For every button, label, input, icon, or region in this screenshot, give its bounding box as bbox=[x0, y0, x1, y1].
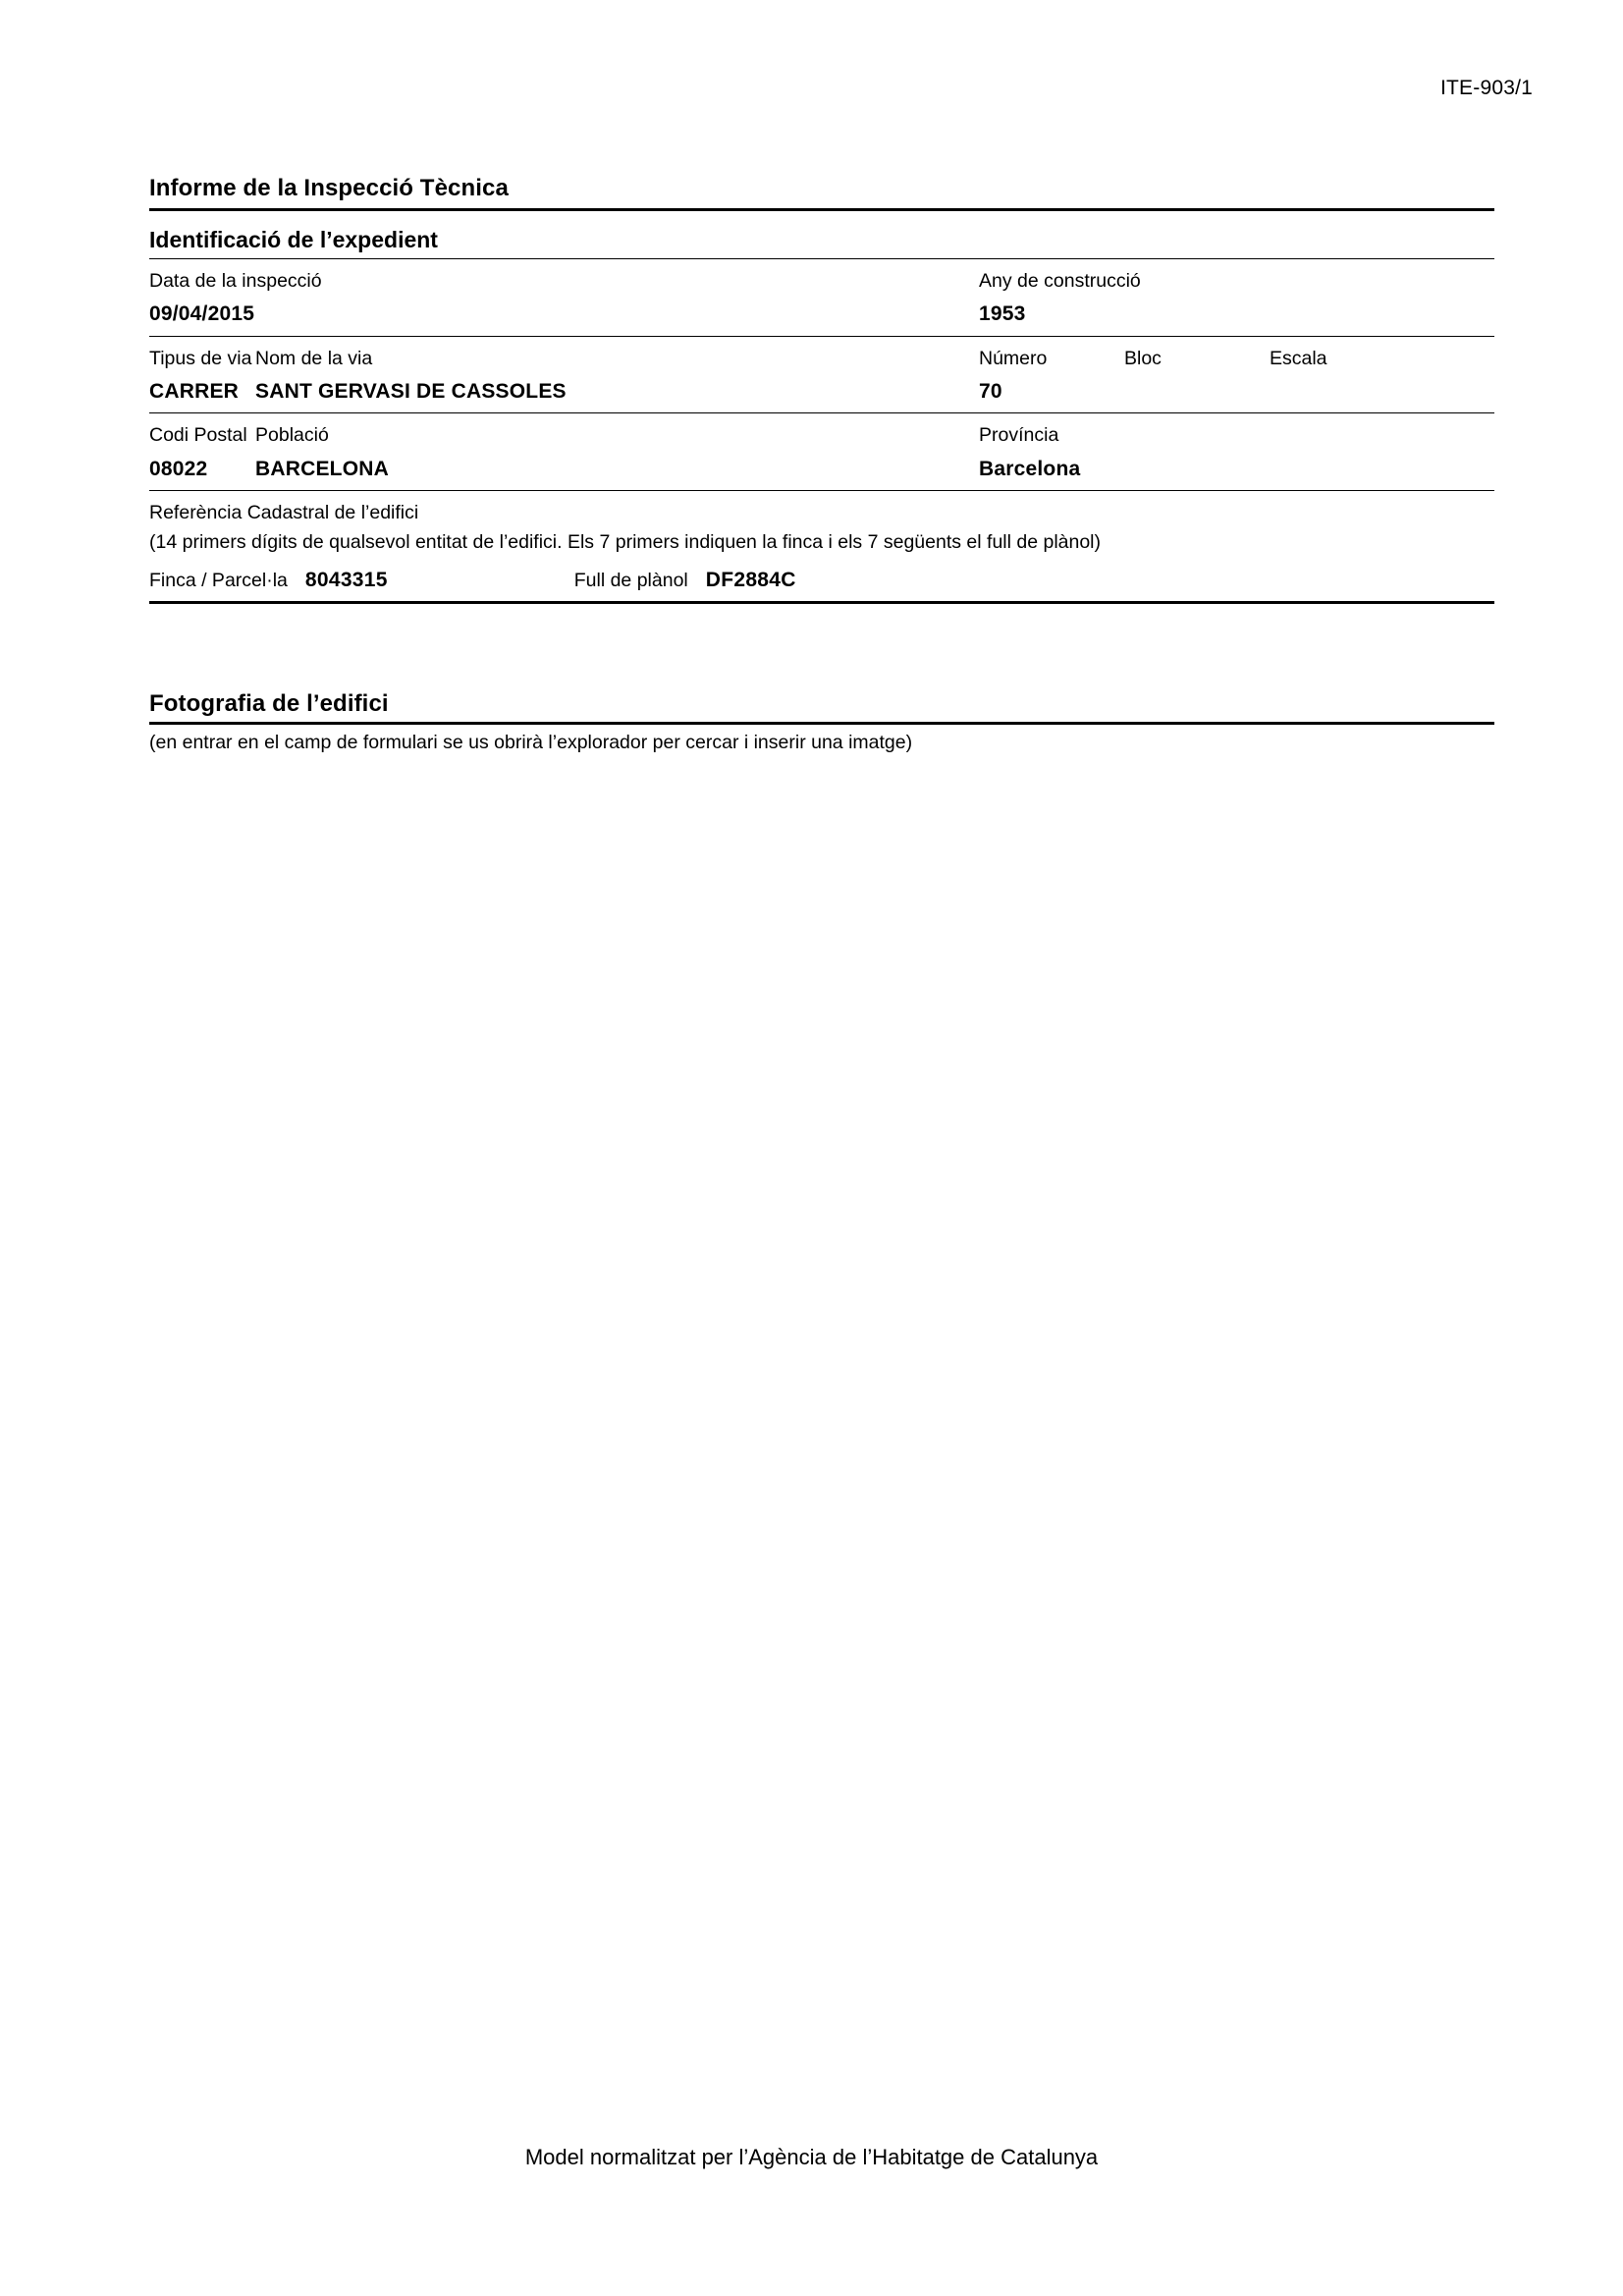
field-block[interactable] bbox=[1124, 346, 1270, 407]
field-row-date-year bbox=[149, 259, 1494, 337]
field-value-province: Barcelona bbox=[979, 457, 1081, 480]
field-label-stair: Escala bbox=[1270, 347, 1327, 369]
field-province[interactable] bbox=[979, 422, 1494, 483]
field-value-stair bbox=[1270, 378, 1397, 406]
field-label-street-number: Número bbox=[979, 347, 1048, 369]
field-value-block bbox=[1124, 378, 1270, 406]
field-value-town: BARCELONA bbox=[255, 457, 389, 480]
field-value-street-name: SANT GERVASI DE CASSOLES bbox=[255, 379, 567, 403]
field-street-name[interactable] bbox=[255, 346, 979, 407]
field-stair[interactable] bbox=[1270, 346, 1397, 407]
cadastral-note: (14 primers dígits de qualsevol entitat de l’edifici. Els 7 primers indiquen la finca i els 7 següents el full de plànol) bbox=[149, 531, 1102, 554]
field-label-street-type: Tipus de via bbox=[149, 347, 252, 369]
footer-text: Model normalitzat per l’Agència de l’Habitatge de Catalunya bbox=[524, 2145, 1099, 2169]
field-label-postal-code: Codi Postal bbox=[149, 424, 247, 447]
field-label-province: Província bbox=[979, 424, 1059, 447]
cadastral-block bbox=[149, 491, 1494, 604]
field-label-town: Població bbox=[255, 424, 329, 447]
document-code: ITE-903/1 bbox=[1439, 77, 1533, 99]
field-construction-year[interactable] bbox=[979, 268, 1494, 329]
field-street-number[interactable] bbox=[979, 346, 1124, 407]
field-row-location bbox=[149, 413, 1494, 491]
cadastral-values-row bbox=[149, 557, 1494, 604]
document-content bbox=[149, 175, 1494, 1776]
section-title-expedient: Identificació de l’expedient bbox=[149, 227, 1494, 259]
field-value-plot[interactable]: 8043315 bbox=[304, 568, 388, 591]
field-value-construction-year: 1953 bbox=[979, 302, 1026, 326]
field-label-sheet: Full de plànol bbox=[573, 569, 688, 591]
field-label-cadastral: Referència Cadastral de l’edifici bbox=[149, 501, 419, 523]
photo-note: (en entrar en el camp de formulari se us obrirà l’explorador per cercar i inserir una imatge) bbox=[149, 731, 913, 753]
field-street-type[interactable] bbox=[149, 346, 255, 407]
photo-section bbox=[149, 690, 1494, 1776]
field-row-address bbox=[149, 337, 1494, 414]
page-title: Informe de la Inspecció Tècnica bbox=[149, 175, 1494, 211]
field-value-street-number: 70 bbox=[979, 379, 1002, 403]
field-value-inspection-date: 09/04/2015 bbox=[149, 302, 255, 326]
photo-placeholder-area[interactable] bbox=[149, 754, 1494, 1776]
field-label-construction-year: Any de construcció bbox=[979, 270, 1141, 292]
field-town[interactable] bbox=[255, 422, 979, 483]
field-label-plot: Finca / Parcel·la bbox=[149, 569, 288, 591]
field-label-street-name: Nom de la via bbox=[255, 347, 373, 369]
section-title-photo: Fotografia de l’edifici bbox=[149, 690, 1494, 725]
field-label-block: Bloc bbox=[1124, 347, 1162, 369]
field-label-inspection-date: Data de la inspecció bbox=[149, 270, 322, 292]
field-inspection-date[interactable] bbox=[149, 268, 979, 329]
field-value-postal-code: 08022 bbox=[149, 457, 208, 480]
field-postal-code[interactable] bbox=[149, 422, 255, 483]
field-value-street-type: CARRER bbox=[149, 379, 240, 403]
field-value-sheet[interactable]: DF2884C bbox=[705, 568, 796, 591]
